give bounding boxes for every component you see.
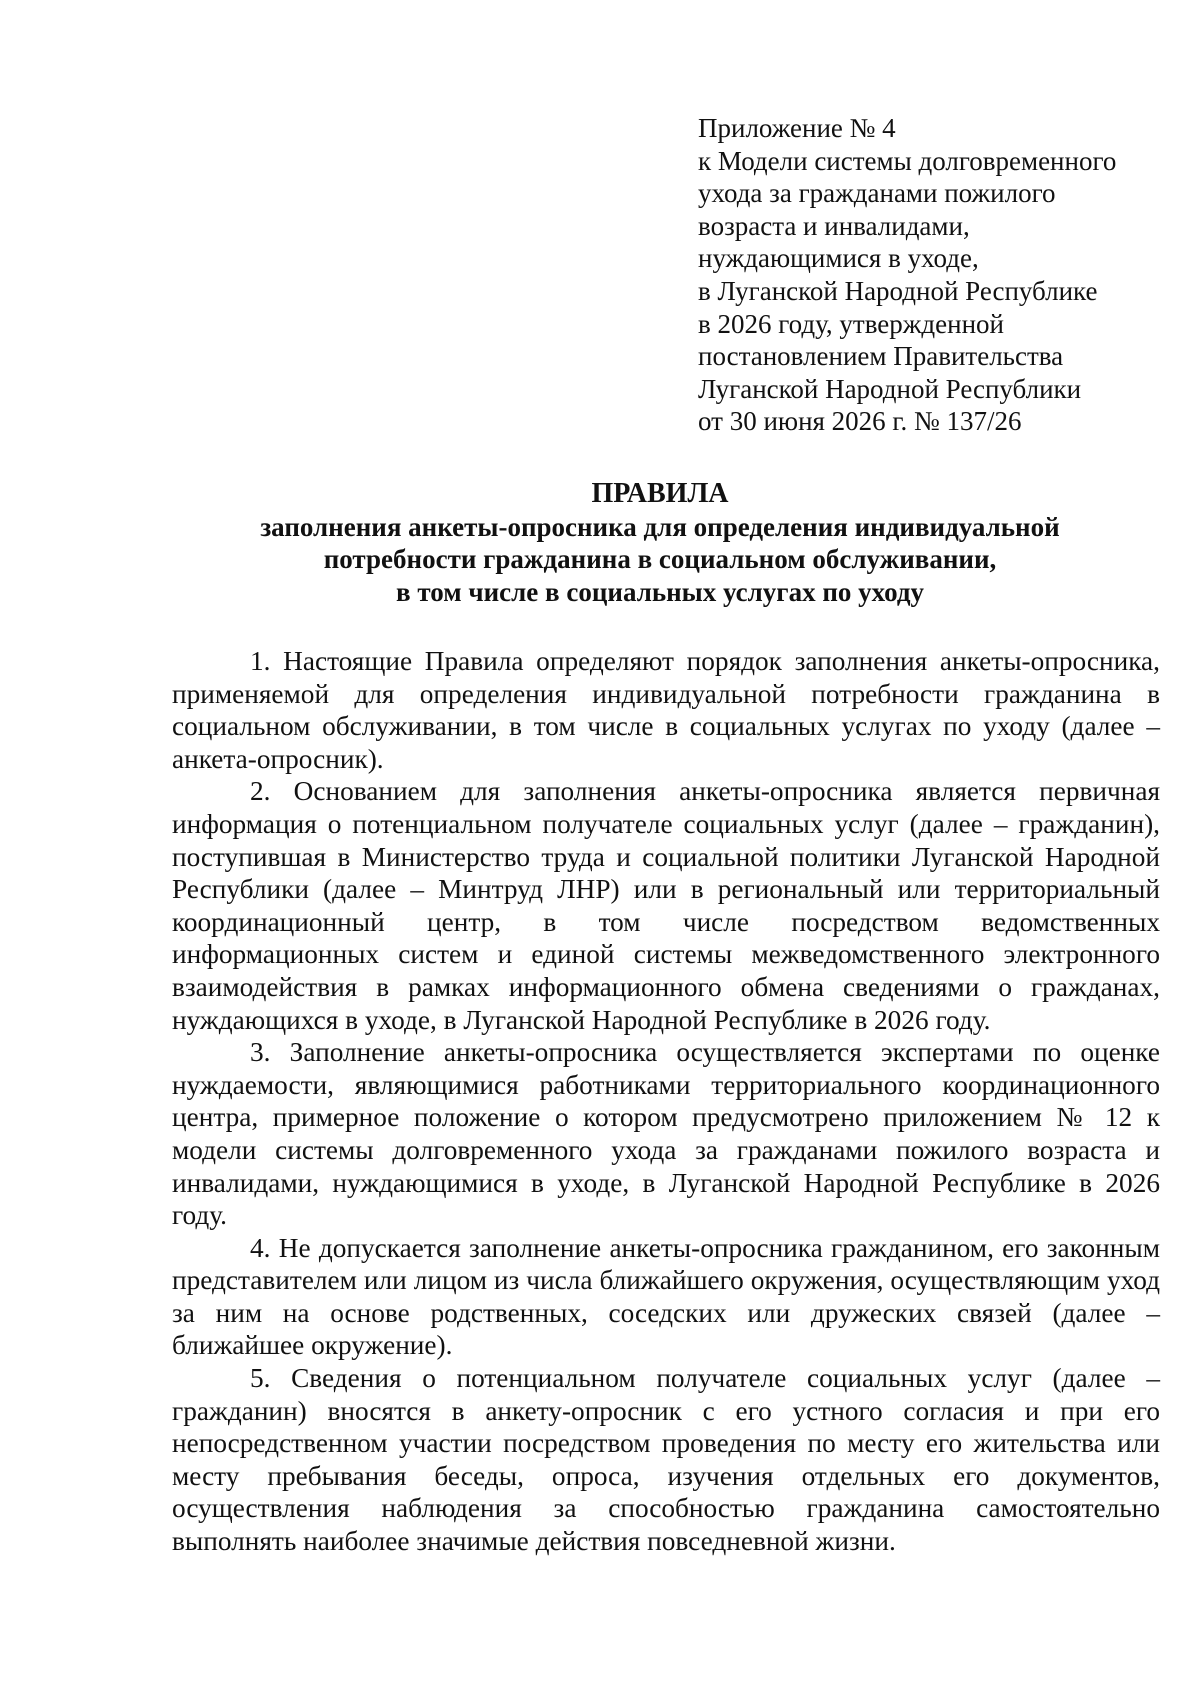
paragraph-4: 4. Не допускается заполнение анкеты-опросника гражданином, его законным представителем или лицом из числа ближайшего окружения, осуществляющим уход за ним на основе родственных, соседских или дружеских связей (далее – ближайшее окружение). [172,1232,1160,1361]
paragraph-2: 2. Основанием для заполнения анкеты-опросника является первичная информация о потенциальном получателе социальных услуг (далее – гражданин), поступившая в Министерство труда и социальной политики Луганской Народной Республики (далее – Минтруд ЛНР) или в региональный или территориальный координационный центр, в том числе посредством ведомственных информационных систем и единой системы межведомственного электронного взаимодействия в рамках информационного обмена сведениями о гражданах, нуждающихся в уходе, в Луганской Народной Республике в 2026 году. [172,776,1160,1035]
document-subtitle-line: в том числе в социальных услугах по уходу [396,576,924,607]
document-body [172,645,1160,1558]
document-subtitle-line: заполнения анкеты-опросника для определения индивидуальной [260,511,1060,542]
appendix-header [698,112,1178,438]
appendix-line: от 30 июня 2026 г. № 137/26 [698,406,1022,437]
document-title [160,478,1160,608]
appendix-line: к Модели системы долговременного [698,145,1117,176]
appendix-line: Луганской Народной Республики [698,373,1082,404]
appendix-line: в Луганской Народной Республике [698,275,1098,306]
appendix-line: возраста и инвалидами, [698,210,970,241]
appendix-line: ухода за гражданами пожилого [698,178,1056,209]
paragraph-1: 1. Настоящие Правила определяют порядок заполнения анкеты-опросника, применяемой для определения индивидуальной потребности гражданина в социальном обслуживании, в том числе в социальных услугах по уходу (далее – анкета-опросник). [172,646,1160,774]
appendix-line: Приложение № 4 [698,113,896,143]
paragraph-3: 3. Заполнение анкеты-опросника осуществляется экспертами по оценке нуждаемости, являющимися работниками территориального координационного центра, примерное положение о котором предусмотрено приложением № 12 к модели системы долговременного ухода за гражданами пожилого возраста и инвалидами, нуждающимися в уходе, в Луганской Народной Республике в 2026 году. [172,1037,1160,1231]
document-subtitle-line: потребности гражданина в социальном обслуживании, [323,544,997,574]
paragraph-5: 5. Сведения о потенциальном получателе социальных услуг (далее – гражданин) вносятся в анкету-опросник с его устного согласия и при его непосредственном участии посредством проведения по месту его жительства или месту пребывания беседы, опроса, изучения отдельных его документов, осуществления наблюдения за способностью гражданина самостоятельно выполнять наиболее значимые действия повседневной жизни. [172,1363,1160,1557]
document-title-main: ПРАВИЛА [591,478,729,509]
appendix-line: постановлением Правительства [698,341,1064,372]
appendix-line: в 2026 году, утвержденной [698,308,1005,339]
appendix-line: нуждающимися в уходе, [698,243,979,274]
